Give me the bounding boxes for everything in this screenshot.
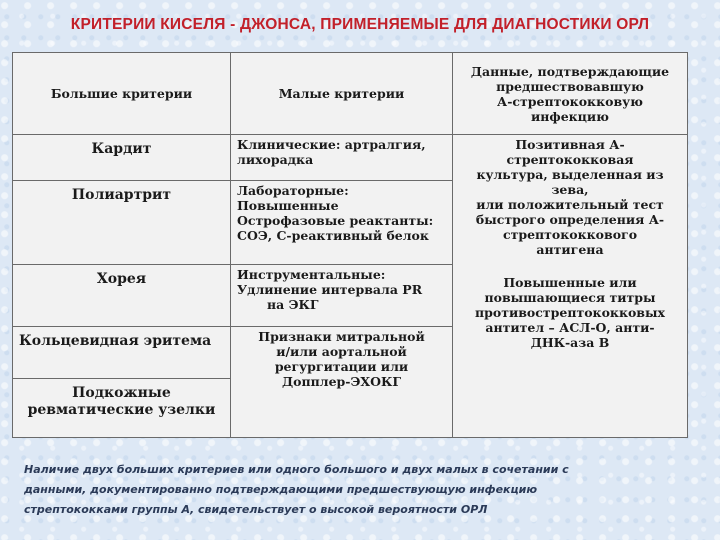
minor-line: Удлинение интервала PR <box>237 282 423 297</box>
table-row <box>13 135 688 181</box>
strep-line: противострептококковых <box>475 305 665 320</box>
note-line: Наличие двух больших критериев или одного большого и двух малых в сочетании с <box>24 463 569 476</box>
minor-instrumental <box>231 265 453 327</box>
strep-line: антигена <box>536 242 604 257</box>
minor-line: лихорадка <box>237 152 314 167</box>
header-strep <box>453 53 688 135</box>
minor-line: и/или аортальной <box>276 344 407 359</box>
note-line: стрептококками группы А, свидетельствует о высокой вероятности ОРЛ <box>24 503 488 516</box>
header-strep-line: Данные, подтверждающие <box>470 63 670 79</box>
table-header-row <box>13 53 688 135</box>
minor-line: Острофазовые реактанты: <box>237 213 434 228</box>
minor-line: Клинические: артралгия, <box>237 137 426 152</box>
note-line: данными, документированно подтверждающими предшествующую инфекцию <box>24 483 538 496</box>
minor-line: Лабораторные: <box>237 183 349 198</box>
major-criterion-erythema: Кольцевидная эритема <box>13 327 231 379</box>
minor-lab <box>231 181 453 265</box>
minor-echo <box>231 327 453 438</box>
page-title: КРИТЕРИИ КИСЕЛЯ - ДЖОНСА, ПРИМЕНЯЕМЫЕ ДЛЯ ДИАГНОСТИКИ ОРЛ <box>70 16 650 33</box>
header-minor: Малые критерии <box>231 53 453 135</box>
header-strep-line: инфекцию <box>531 108 609 124</box>
strep-line: Позитивная А- <box>515 137 625 152</box>
strep-evidence-cell <box>453 135 688 438</box>
major-criterion-polyarthritis: Полиартрит <box>13 181 231 265</box>
strep-line: Повышенные или <box>503 275 637 290</box>
minor-line: СОЭ, С-реактивный белок <box>237 228 429 243</box>
strep-line: или положительный тест <box>476 197 664 212</box>
strep-line: быстрого определения А- <box>475 212 665 227</box>
minor-line: Признаки митральной <box>258 329 425 344</box>
strep-line: культура, выделенная из зева, <box>476 167 664 197</box>
minor-line: регургитации или <box>274 359 409 374</box>
header-strep-line: А-стрептококковую <box>497 93 643 109</box>
strep-line: стрептококковая <box>506 152 634 167</box>
minor-line: Допплер-ЭХОКГ <box>282 374 401 389</box>
strep-line: повышающиеся титры <box>484 290 656 305</box>
minor-line: Повышенные <box>237 198 339 213</box>
strep-line: стрептококкового <box>502 227 638 242</box>
major-criterion-carditis: Кардит <box>13 135 231 181</box>
major-criterion-chorea: Хорея <box>13 265 231 327</box>
strep-line: антител – АСЛ-О, анти- <box>485 320 655 335</box>
conclusion-note <box>24 460 704 520</box>
header-major: Большие критерии <box>13 53 231 135</box>
minor-line: на ЭКГ <box>267 297 319 312</box>
major-criterion-nodules: Подкожные ревматические узелки <box>13 379 231 438</box>
minor-clinical <box>231 135 453 181</box>
jones-criteria-table <box>12 52 688 438</box>
header-strep-line: предшествовавшую <box>496 78 644 94</box>
minor-line: Инструментальные: <box>237 267 386 282</box>
strep-line: ДНК-аза В <box>530 335 610 350</box>
